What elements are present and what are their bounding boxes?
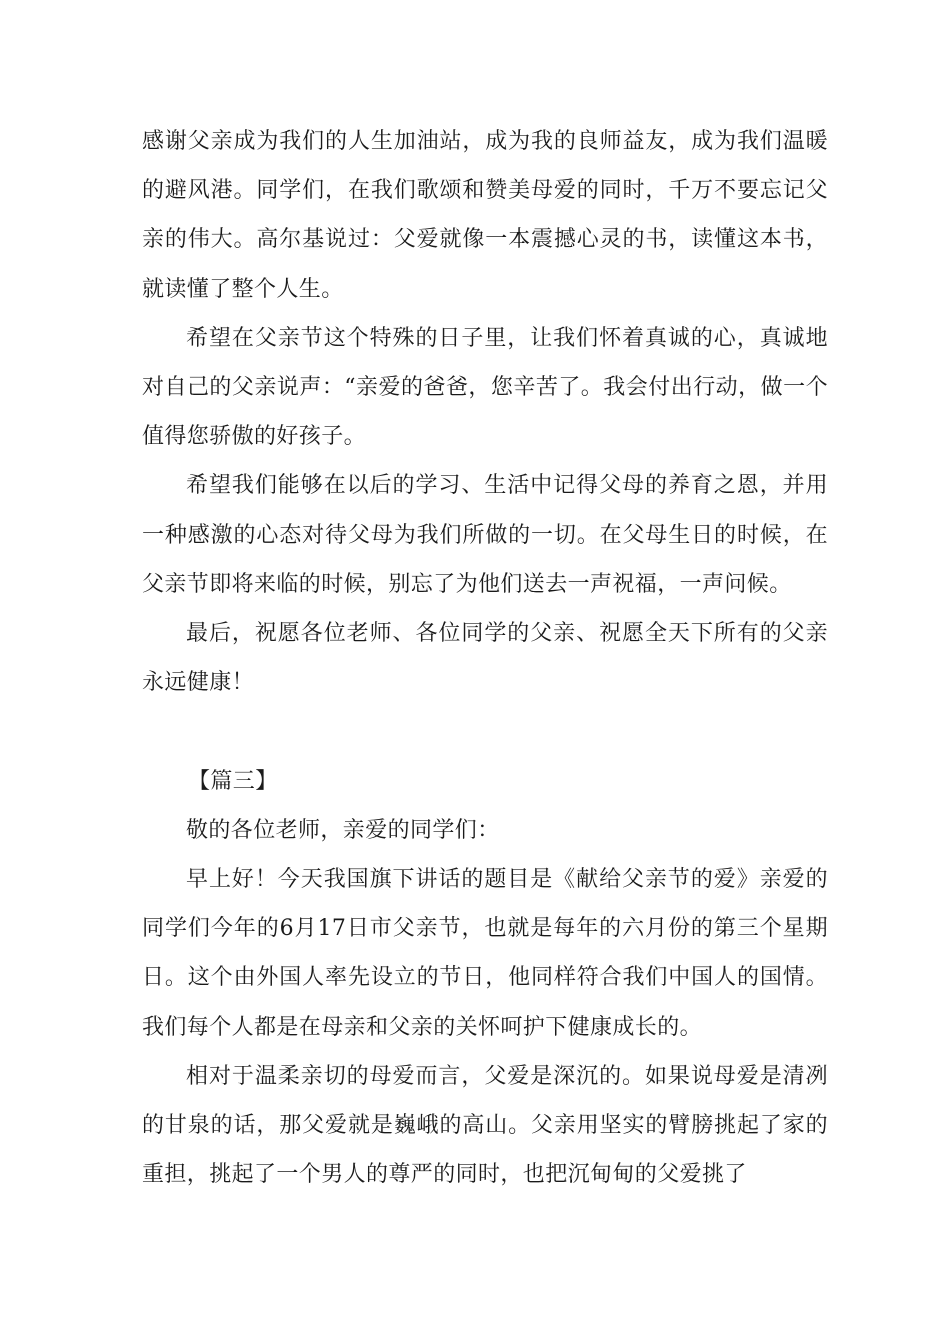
blank-line xyxy=(142,707,828,756)
paragraph: 早上好！今天我国旗下讲话的题目是《献给父亲节的爱》亲爱的同学们今年的6月17日市父亲节，也就是每年的六月份的第三个星期日。这个由外国人率先设立的节日，他同样符合我们中国人的国情。我们每个人都是在母亲和父亲的关怀呵护下健康成长的。 xyxy=(142,867,828,1040)
paragraph: 希望在父亲节这个特殊的日子里，让我们怀着真诚的心，真诚地对自己的父亲说声：“亲爱的爸爸，您辛苦了。我会付出行动，做一个值得您骄傲的好孩子。 xyxy=(142,325,828,450)
document-body xyxy=(142,117,828,1199)
paragraph: 感谢父亲成为我们的人生加油站，成为我的良师益友，成为我们温暖的避风港。同学们，在我们歌颂和赞美母爱的同时，千万不要忘记父亲的伟大。高尔基说过：父爱就像一本震撼心灵的书，读懂这本书，就读懂了整个人生。 xyxy=(142,129,828,302)
section-heading: 【篇三】 xyxy=(188,768,278,794)
greeting: 敬的各位老师，亲爱的同学们： xyxy=(186,817,500,843)
paragraph: 最后，祝愿各位老师、各位同学的父亲、祝愿全天下所有的父亲永远健康！ xyxy=(142,621,828,696)
paragraph: 相对于温柔亲切的母爱而言，父爱是深沉的。如果说母爱是清冽的甘泉的话，那父爱就是巍峨的高山。父亲用坚实的臂膀挑起了家的重担，挑起了一个男人的尊严的同时，也把沉甸甸的父爱挑了 xyxy=(142,1063,828,1188)
paragraph: 希望我们能够在以后的学习、生活中记得父母的养育之恩，并用一种感激的心态对待父母为我们所做的一切。在父母生日的时候，在父亲节即将来临的时候，别忘了为他们送去一声祝福，一声问候。 xyxy=(142,473,828,597)
